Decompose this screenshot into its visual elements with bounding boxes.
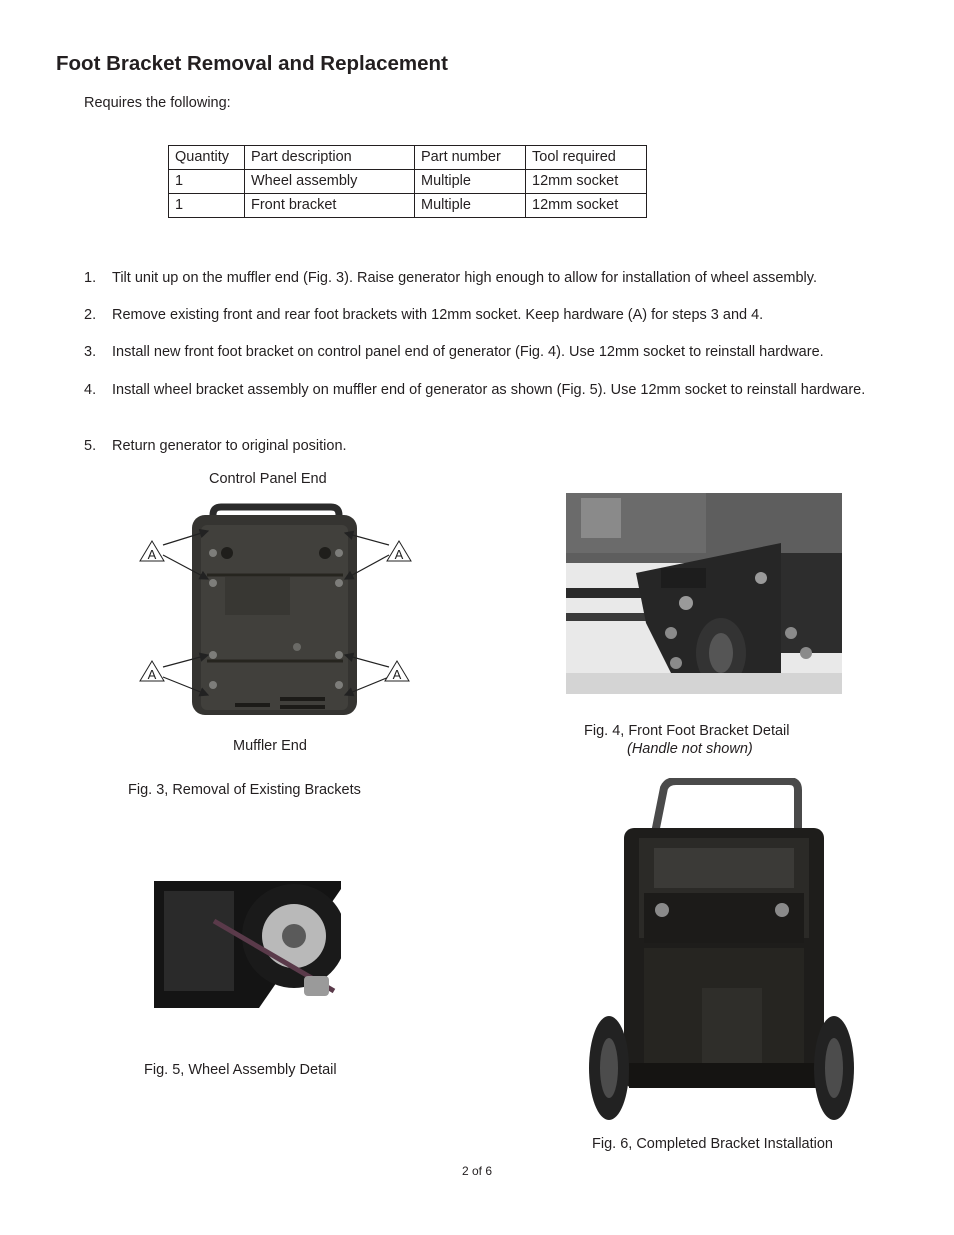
table-header-cell: Quantity xyxy=(169,146,245,170)
table-row xyxy=(169,170,647,194)
table-header-cell: Tool required xyxy=(526,146,647,170)
step-number: 1. xyxy=(84,270,97,286)
table-header-cell: Part number xyxy=(415,146,526,170)
step-number: 3. xyxy=(84,344,97,360)
fig5-caption: Fig. 5, Wheel Assembly Detail xyxy=(144,1062,337,1078)
step-number: 2. xyxy=(84,307,97,323)
page-number: 2 of 6 xyxy=(462,1164,493,1178)
table-header-row xyxy=(169,146,647,170)
table-cell: Multiple xyxy=(415,170,526,194)
table-cell: 1 xyxy=(169,170,245,194)
fig3-top-label: Control Panel End xyxy=(209,471,327,487)
fig3-caption: Fig. 3, Removal of Existing Brackets xyxy=(128,782,361,798)
fig5-photo xyxy=(154,881,341,1008)
fig3-bottom-label: Muffler End xyxy=(233,738,307,754)
fig4-note xyxy=(627,741,753,757)
step-text: Tilt unit up on the muffler end (Fig. 3). Raise generator high enough to allow for installation of wheel assembly. xyxy=(112,270,817,286)
table-cell: Front bracket xyxy=(245,194,415,218)
parts-table xyxy=(168,145,647,218)
fig6-photo xyxy=(584,778,858,1128)
table-cell: Wheel assembly xyxy=(245,170,415,194)
callout-label: A xyxy=(392,667,402,682)
table-cell: 12mm socket xyxy=(526,194,647,218)
step-number: 4. xyxy=(84,382,97,398)
fig4-note-text: (Handle not shown) xyxy=(627,741,753,757)
step-text: Install wheel bracket assembly on muffler end of generator as shown (Fig. 5). Use 12mm socket to reinstall hardware. xyxy=(112,382,866,398)
table-header-cell: Part description xyxy=(245,146,415,170)
step-text: Install new front foot bracket on control panel end of generator (Fig. 4). Use 12mm socket to reinstall hardware. xyxy=(112,344,824,360)
callout-label: A xyxy=(147,547,157,562)
step-text: Return generator to original position. xyxy=(112,438,347,454)
callout-label: A xyxy=(147,667,157,682)
fig3-generator-image xyxy=(135,495,417,720)
step-number: 5. xyxy=(84,438,97,454)
table-row xyxy=(169,194,647,218)
step-text: Remove existing front and rear foot brackets with 12mm socket. Keep hardware (A) for steps 3 and 4. xyxy=(112,307,764,323)
requirements-intro: Requires the following: xyxy=(84,95,231,111)
table-cell: 12mm socket xyxy=(526,170,647,194)
callout-label: A xyxy=(394,547,404,562)
page-title: Foot Bracket Removal and Replacement xyxy=(56,52,448,75)
fig4-caption: Fig. 4, Front Foot Bracket Detail xyxy=(584,723,790,739)
fig4-photo xyxy=(566,493,842,694)
table-cell: Multiple xyxy=(415,194,526,218)
table-cell: 1 xyxy=(169,194,245,218)
fig6-caption: Fig. 6, Completed Bracket Installation xyxy=(592,1136,833,1152)
